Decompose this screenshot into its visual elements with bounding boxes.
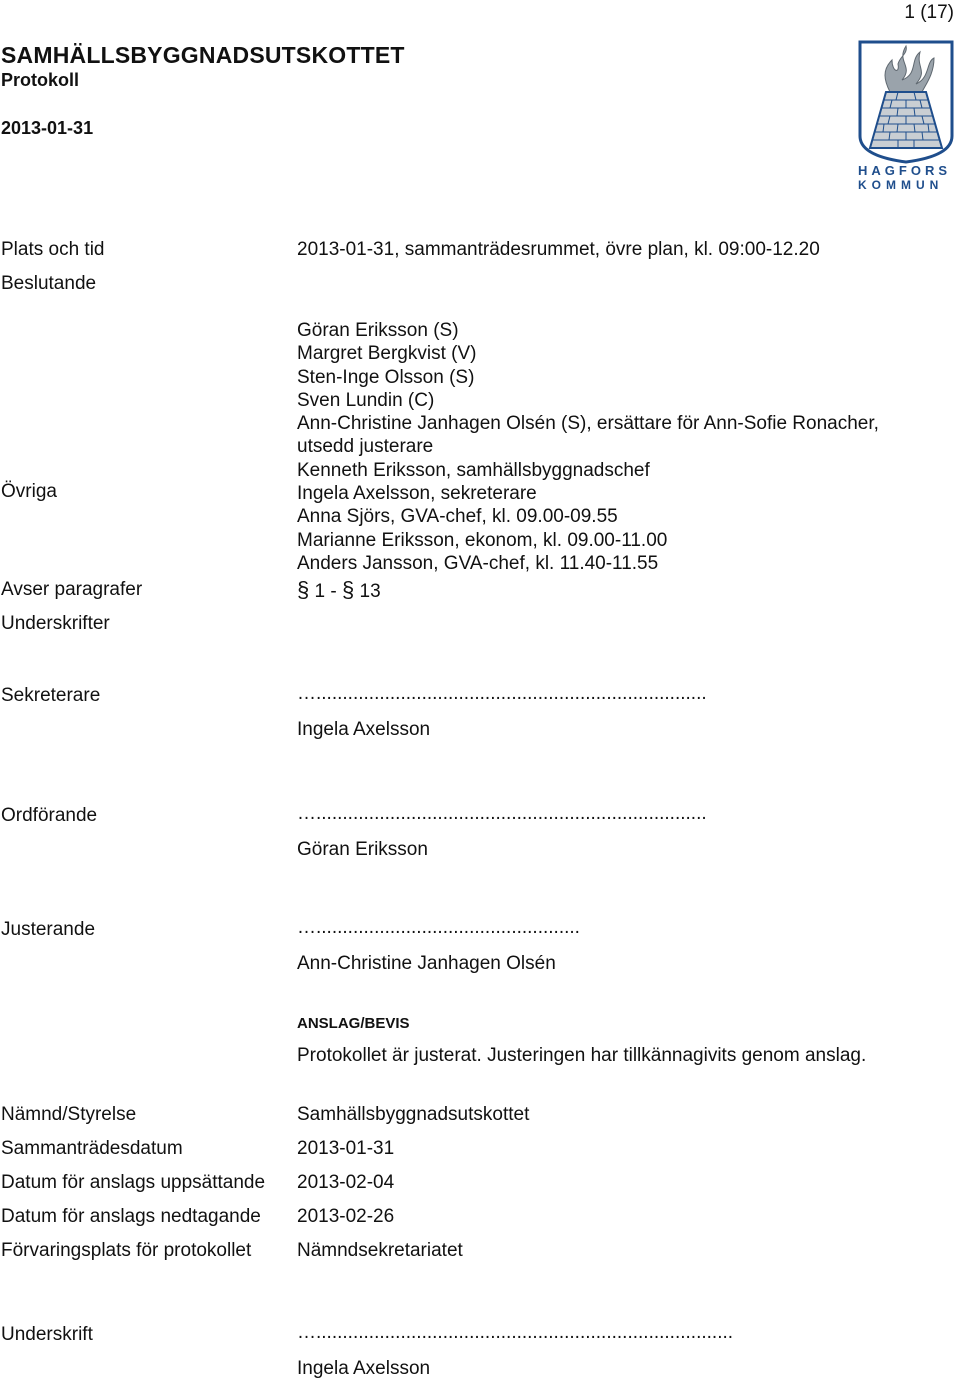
notice-row-value: 2013-01-31: [297, 1138, 395, 1159]
paragraph-range: [297, 579, 381, 601]
document-date: 2013-01-31: [1, 118, 94, 138]
place-label: Plats och tid: [1, 239, 105, 260]
notice-row-label: Datum för anslags uppsättande: [1, 1172, 266, 1193]
place-value: 2013-01-31, sammanträdesrummet, övre plan, kl. 09:00-12.20: [297, 239, 820, 260]
notice-heading: ANSLAG/BEVIS: [297, 1015, 410, 1032]
document-type: Protokoll: [1, 70, 80, 90]
list-item: Göran Eriksson (S): [297, 320, 459, 341]
list-item: Anders Jansson, GVA-chef, kl. 11.40-11.55: [297, 552, 659, 574]
list-item: Ingela Axelsson, sekreterare: [297, 483, 537, 505]
logo-text-hagfors: HAGFORS: [858, 163, 951, 178]
chair-label: Ordförande: [1, 805, 98, 826]
notice-signature-line: …...............................................................................: [297, 1322, 734, 1343]
notice-row-value: 2013-02-04: [297, 1172, 395, 1193]
adjuster-name: Ann-Christine Janhagen Olsén: [297, 953, 556, 974]
logo-text-kommun: KOMMUN: [858, 178, 944, 192]
list-item: utsedd justerare: [297, 436, 434, 458]
adjuster-label: Justerande: [1, 919, 96, 940]
paragraph-sign-icon: §: [297, 577, 310, 602]
chair-name: Göran Eriksson: [297, 839, 428, 860]
notice-row-label: Datum för anslags nedtagande: [1, 1206, 261, 1227]
list-item: Sven Lundin (C): [297, 389, 435, 411]
notice-row-value: Nämndsekretariatet: [297, 1240, 463, 1261]
hagfors-kommun-logo: [856, 40, 956, 192]
list-item: Marianne Eriksson, ekonom, kl. 09.00-11.00: [297, 529, 668, 551]
page-number: 1 (17): [904, 2, 954, 23]
notice-row-label: Sammanträdesdatum: [1, 1138, 183, 1159]
list-item: Anna Sjörs, GVA-chef, kl. 09.00-09.55: [297, 506, 618, 528]
notice-text: Protokollet är justerat. Justeringen har tillkännagivits genom anslag.: [297, 1045, 867, 1066]
notice-signature-name: Ingela Axelsson: [297, 1358, 431, 1379]
notice-row-value: Samhällsbyggnadsutskottet: [297, 1104, 530, 1125]
attendee-list: [297, 319, 879, 575]
paragraph-from: 1 -: [314, 581, 337, 602]
list-item: Margret Bergkvist (V): [297, 343, 477, 365]
secretary-signature-line: …..........................................................................: [297, 683, 707, 704]
secretary-label: Sekreterare: [1, 685, 101, 706]
secretary-name: Ingela Axelsson: [297, 719, 431, 740]
paragraphs-label: Avser paragrafer: [1, 579, 143, 600]
others-label: Övriga: [1, 481, 57, 502]
paragraph-to: 13: [359, 581, 381, 602]
committee-title: SAMHÄLLSBYGGNADSUTSKOTTET: [1, 42, 405, 68]
list-item: Sten-Inge Olsson (S): [297, 366, 475, 388]
notice-row-value: 2013-02-26: [297, 1206, 395, 1227]
chair-signature-line: …..........................................................................: [297, 803, 707, 824]
signature-label: Underskrift: [1, 1324, 93, 1345]
notice-row-label: Förvaringsplats för protokollet: [1, 1240, 252, 1261]
signatures-label: Underskrifter: [1, 613, 110, 634]
list-item: Kenneth Eriksson, samhällsbyggnadschef: [297, 459, 650, 481]
list-item: Ann-Christine Janhagen Olsén (S), ersättare för Ann-Sofie Ronacher,: [297, 413, 879, 435]
paragraph-sign-icon: §: [342, 577, 355, 602]
decision-label: Beslutande: [1, 273, 97, 294]
notice-row-label: Nämnd/Styrelse: [1, 1104, 137, 1125]
adjuster-signature-line: …..................................................: [297, 917, 580, 938]
